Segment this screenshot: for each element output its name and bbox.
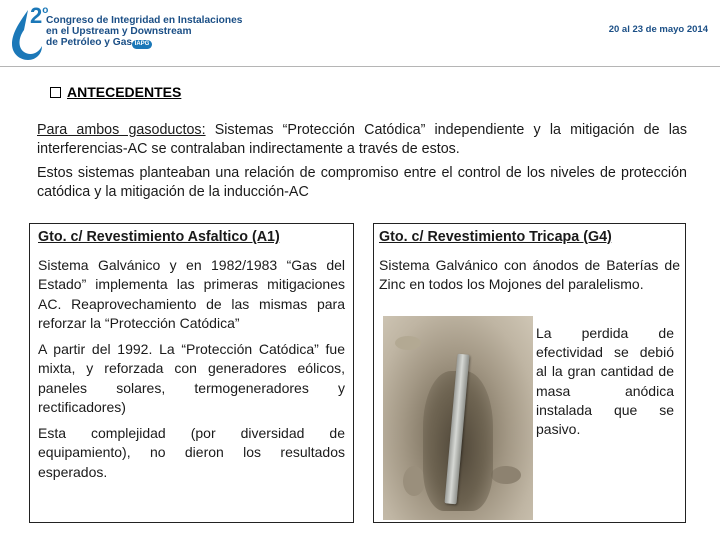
soil-texture (395, 336, 421, 350)
header-divider (0, 66, 720, 67)
left-box-paragraph-3: Esta complejidad (por diversidad de equipamiento), no dieron los resultados esperados. (38, 424, 345, 480)
intro-p1-rest: Sistemas “Protección Catódica” independiente y la mitigación de las interferencias-AC se contralaban indirectamente a través de estos. (37, 122, 687, 157)
intro-paragraph-1 (37, 121, 687, 159)
header (0, 0, 720, 66)
checkbox-icon (50, 87, 61, 98)
section-title (50, 84, 181, 100)
intro-paragraph-2: Estos sistemas planteaban una relación de compromiso entre el control de los niveles de protección catódica y la mitigación de la inducción-AC (37, 165, 687, 200)
left-box-paragraph-2: A partir del 1992. La “Protección Catódica” fue mixta, y reforzada con generadores eólicos, paneles solares, termogeneradores y rectificadores) (38, 340, 345, 415)
right-box-paragraph: Sistema Galvánico con ánodos de Baterías de Zinc en todos los Mojones del paralelismo. (379, 256, 680, 292)
congress-ordinal: 2$^o$ (30, 3, 49, 28)
left-box-paragraph-1: Sistema Galvánico y en 1982/1983 “Gas del Estado” implementa las primeras mitigaciones AC. Reaprovechamiento de las mismas para reforzar la “Protección Catódica” (38, 256, 345, 331)
left-box-asfaltico (29, 223, 354, 523)
soil-texture (403, 466, 425, 496)
soil-texture (491, 466, 521, 484)
left-box-title: Gto. c/ Revestimiento Asfaltico (A1) (38, 229, 280, 245)
congress-line-1: Congreso de Integridad en Instalaciones (46, 15, 243, 26)
org-badge: IAPG (132, 40, 152, 49)
right-box-title: Gto. c/ Revestimiento Tricapa (G4) (379, 229, 612, 245)
anode-photo (383, 316, 533, 520)
section-title-text: ANTECEDENTES (67, 84, 182, 100)
photo-caption: La perdida de efectividad se debió al la gran cantidad de masa anódica instalada que se pasivo. (536, 325, 674, 438)
intro-lead: Para ambos gasoductos: (37, 122, 206, 138)
congress-line-3: de Petróleo y Gas (46, 37, 133, 48)
congress-line-2: en el Upstream y Downstream (46, 26, 192, 37)
event-dates: 20 al 23 de mayo 2014 (608, 24, 708, 35)
intro-text (37, 121, 687, 207)
